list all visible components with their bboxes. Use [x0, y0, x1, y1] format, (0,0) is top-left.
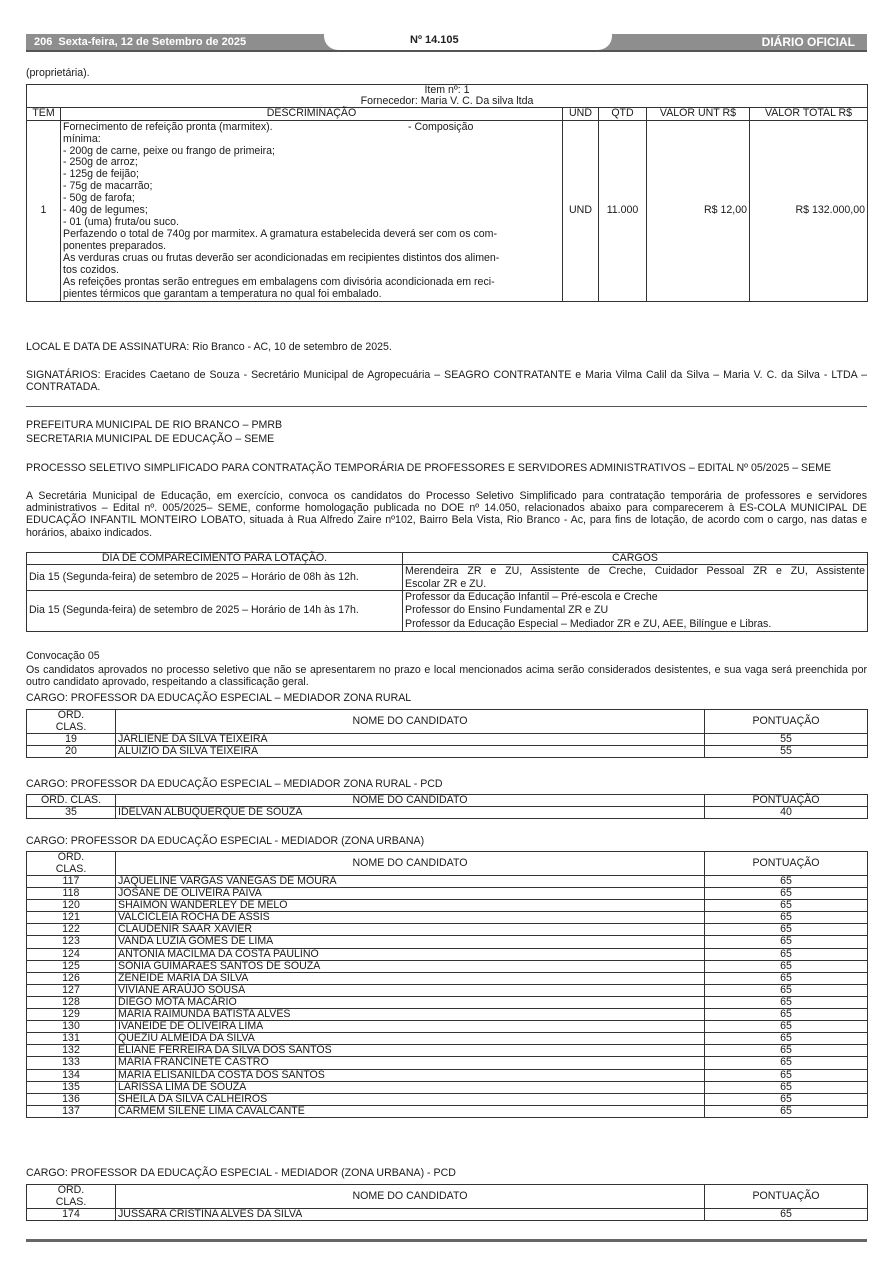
candidate-name: IDELVAN ALBUQUERQUE DE SOUZA — [116, 807, 705, 819]
col-ord-clas — [27, 710, 116, 734]
candidate-score: 65 — [705, 1105, 868, 1117]
col-clas-label: CLAS. — [55, 720, 87, 733]
candidate-row — [27, 1045, 868, 1057]
processo-body: A Secretária Municipal de Educação, em exercício, convoca os candidatos do Processo Seletivo Simplificado para contratação temporária de professores e servidores administrativos – Edital nº. 005/2025– SEME, conforme homologação publicada no DOE nº 14.050, relacionados abaixo para comparecerem à ES-COLA MUNICIPAL DE EDUCAÇÃO INFANTIL MONTEIRO LOBATO, situada à Rua Alfredo Zaire nº102, Bairro Bela Vista, Rio Branco - Ac, para fins de lotação, de acordo com o cargo, nas datas e horários, abaixo indicados. — [26, 490, 867, 539]
cargo-line: Professor da Educação Infantil – Pré-escola e Creche — [405, 591, 658, 604]
col-ord-clas: ORD. CLAS. — [27, 795, 116, 807]
candidate-name: QUEZIU ALMEIDA DA SILVA — [116, 1033, 705, 1045]
cargo-line: Merendeira ZR e ZU, Assistente de Creche, Cuidador Pessoal ZR e ZU, Assistente — [405, 565, 865, 578]
schedule-day: Dia 15 (Segunda-feira) de setembro de 2025 – Horário de 08h às 12h. — [27, 565, 403, 591]
candidate-name: VANDA LUZIA GOMES DE LIMA — [116, 936, 705, 948]
candidate-name: JOSANE DE OLIVEIRA PAIVA — [116, 888, 705, 900]
candidate-row — [27, 1069, 868, 1081]
candidate-ord: 19 — [27, 734, 116, 746]
header-tab — [324, 31, 612, 50]
candidate-ord: 121 — [27, 912, 116, 924]
candidate-row — [27, 1081, 868, 1093]
cargo-line: Professor da Educação Especial – Mediador ZR e ZU, AEE, Bilíngue e Libras. — [405, 617, 772, 630]
candidate-row — [27, 734, 868, 746]
candidate-ord: 20 — [27, 746, 116, 758]
candidate-ord: 174 — [27, 1209, 116, 1221]
candidate-ord: 131 — [27, 1033, 116, 1045]
col-ord-label: ORD. — [57, 1184, 85, 1196]
col-nome: NOME DO CANDIDATO — [116, 852, 705, 876]
cargo-urbana-title: CARGO: PROFESSOR DA EDUCAÇÃO ESPECIAL - MEDIADOR (ZONA URBANA) — [26, 835, 425, 847]
col-ord-clas — [27, 852, 116, 876]
cargo-rural-rows — [27, 734, 868, 758]
candidate-name: SHAIMON WANDERLEY DE MELO — [116, 900, 705, 912]
cargo-rural-pcd-title: CARGO: PROFESSOR DA EDUCAÇÃO ESPECIAL – MEDIADOR ZONA RURAL - PCD — [26, 778, 443, 790]
col-ord-label: ORD. — [57, 709, 85, 721]
candidate-score: 65 — [705, 1033, 868, 1045]
candidate-name: JUSSARA CRISTINA ALVES DA SILVA — [116, 1209, 705, 1221]
local-data: LOCAL E DATA DE ASSINATURA: Rio Branco - AC, 10 de setembro de 2025. — [26, 341, 392, 353]
description-line: mínima: — [63, 132, 101, 145]
description-line: - 40g de legumes; — [63, 204, 148, 217]
candidate-ord: 134 — [27, 1069, 116, 1081]
item-description — [61, 120, 563, 301]
candidate-header-row — [27, 1185, 868, 1209]
schedule-cargos — [403, 591, 868, 632]
candidate-row — [27, 888, 868, 900]
cargo-rural-pcd-rows — [27, 807, 868, 819]
item-label: Item nº: 1 — [27, 85, 868, 97]
description-line: tos cozidos. — [63, 264, 119, 277]
edition-number: Nº 14.105 — [410, 34, 459, 46]
candidate-ord: 124 — [27, 948, 116, 960]
candidate-name: MARIA FRANCINETE CASTRO — [116, 1057, 705, 1069]
header-rule — [26, 50, 867, 52]
col-clas-label: CLAS. — [55, 862, 87, 875]
cargo-rural-section — [26, 709, 868, 758]
col-cargos: CARGOS — [403, 553, 868, 565]
candidate-ord: 127 — [27, 984, 116, 996]
item-valor-total: R$ 132.000,00 — [750, 120, 868, 301]
candidate-ord: 129 — [27, 1009, 116, 1021]
candidate-name: IVANEIDE DE OLIVEIRA LIMA — [116, 1021, 705, 1033]
candidate-row — [27, 948, 868, 960]
description-line: Perfazendo o total de 740g por marmitex. A gramatura estabelecida deverá ser com os com- — [63, 228, 497, 241]
publication-name: DIÁRIO OFICIAL — [761, 35, 855, 49]
schedule-row — [27, 591, 868, 632]
col-pontuacao: PONTUAÇÃO — [705, 1185, 868, 1209]
cargo-line: Escolar ZR e ZU. — [405, 577, 487, 590]
candidate-score: 65 — [705, 996, 868, 1008]
candidate-score: 65 — [705, 1021, 868, 1033]
cargo-urbana-pcd-section — [26, 1184, 868, 1221]
description-line: Fornecimento de refeição pronta (marmitex). - Composição — [63, 120, 474, 133]
candidate-header-row — [27, 852, 868, 876]
candidate-header-row — [27, 710, 868, 734]
processo-title: PROCESSO SELETIVO SIMPLIFICADO PARA CONTRATAÇÃO TEMPORÁRIA DE PROFESSORES E SERVIDORES ADMINISTRATIVOS – EDITAL Nº 05/2025 – SEME — [26, 462, 832, 474]
candidate-name: MARIA RAIMUNDA BATISTA ALVES — [116, 1009, 705, 1021]
cargo-urbana-section — [26, 851, 868, 1118]
candidate-row — [27, 900, 868, 912]
candidate-row — [27, 912, 868, 924]
candidate-ord: 117 — [27, 876, 116, 888]
candidate-header-row — [27, 795, 868, 807]
item-table — [26, 84, 868, 302]
candidate-score: 65 — [705, 972, 868, 984]
candidate-ord: 137 — [27, 1105, 116, 1117]
section-divider — [26, 406, 867, 407]
supplier-label: Fornecedor: Maria V. C. Da silva ltda — [27, 96, 868, 108]
candidate-ord: 130 — [27, 1021, 116, 1033]
candidate-score: 55 — [705, 734, 868, 746]
cargo-rural-title: CARGO: PROFESSOR DA EDUCAÇÃO ESPECIAL – MEDIADOR ZONA RURAL — [26, 692, 412, 704]
schedule-header-row — [27, 553, 868, 565]
candidate-ord: 118 — [27, 888, 116, 900]
item-row — [27, 120, 868, 301]
candidate-score: 65 — [705, 1009, 868, 1021]
description-line: - 75g de macarrão; — [63, 180, 153, 193]
col-tem: TEM — [27, 108, 61, 120]
candidate-name: VIVIANE ARAÚJO SOUSA — [116, 984, 705, 996]
candidate-row — [27, 1021, 868, 1033]
candidate-row — [27, 972, 868, 984]
candidate-name: LARISSA LIMA DE SOUZA — [116, 1081, 705, 1093]
candidate-row — [27, 1057, 868, 1069]
candidate-score: 65 — [705, 1045, 868, 1057]
description-lines — [63, 122, 560, 301]
col-nome: NOME DO CANDIDATO — [116, 1185, 705, 1209]
candidate-score: 65 — [705, 888, 868, 900]
candidate-row — [27, 1105, 868, 1117]
candidate-ord: 126 — [27, 972, 116, 984]
schedule-row — [27, 565, 868, 591]
description-line: As refeições prontas serão entregues em embalagens com divisória acondicionada em reci- — [63, 276, 495, 288]
candidate-score: 65 — [705, 1209, 868, 1221]
candidate-name: VALCICLEIA ROCHA DE ASSIS — [116, 912, 705, 924]
org-line-2: SECRETARIA MUNICIPAL DE EDUCAÇÃO – SEME — [26, 433, 275, 445]
cargo-line: Professor do Ensino Fundamental ZR e ZU — [405, 604, 609, 617]
col-ord-clas — [27, 1185, 116, 1209]
candidate-ord: 122 — [27, 924, 116, 936]
candidate-score: 65 — [705, 948, 868, 960]
col-clas-label: CLAS. — [55, 1195, 87, 1208]
description-line: - 50g de farofa; — [63, 192, 135, 205]
candidate-ord: 136 — [27, 1093, 116, 1105]
col-nome: NOME DO CANDIDATO — [116, 795, 705, 807]
candidate-row — [27, 746, 868, 758]
description-line: - 01 (uma) fruta/ou suco. — [63, 216, 179, 229]
candidate-row — [27, 924, 868, 936]
item-und: UND — [563, 120, 599, 301]
candidate-score: 65 — [705, 876, 868, 888]
candidate-row — [27, 1033, 868, 1045]
cargo-rural-pcd-table — [26, 794, 868, 819]
candidate-score: 65 — [705, 1093, 868, 1105]
candidate-name: ALUIZIO DA SILVA TEIXEIRA — [116, 746, 705, 758]
cargo-urbana-pcd-title: CARGO: PROFESSOR DA EDUCAÇÃO ESPECIAL - MEDIADOR (ZONA URBANA) - PCD — [26, 1167, 456, 1179]
page-footer-rule — [26, 1239, 867, 1242]
candidate-row — [27, 996, 868, 1008]
col-valor-unt: VALOR UNT R$ — [647, 108, 750, 120]
item-valor-unt: R$ 12,00 — [647, 120, 750, 301]
candidate-row — [27, 807, 868, 819]
item-qtd: 11.000 — [599, 120, 647, 301]
candidate-score: 65 — [705, 984, 868, 996]
candidate-name: ELIANE FERREIRA DA SILVA DOS SANTOS — [116, 1045, 705, 1057]
convocacao-body: Os candidatos aprovados no processo seletivo que não se apresentarem no prazo e local mencionados acima serão considerados desistentes, e sua vaga será preenchida por outro candidato aprovado, respeitando a classificação geral. — [26, 664, 867, 689]
candidate-row — [27, 984, 868, 996]
candidate-ord: 35 — [27, 807, 116, 819]
candidate-ord: 135 — [27, 1081, 116, 1093]
candidate-ord: 123 — [27, 936, 116, 948]
intro-fragment: (proprietária). — [26, 67, 90, 79]
candidate-name: CLAUDENIR SAAR XAVIER — [116, 924, 705, 936]
cargo-urbana-rows — [27, 876, 868, 1118]
schedule-cargos — [403, 565, 868, 591]
candidate-score: 65 — [705, 924, 868, 936]
cargo-urbana-pcd-table — [26, 1184, 868, 1221]
candidate-ord: 125 — [27, 960, 116, 972]
org-line-1: PREFEITURA MUNICIPAL DE RIO BRANCO – PMRB — [26, 419, 283, 431]
candidate-name: SHEILA DA SILVA CALHEIROS — [116, 1093, 705, 1105]
candidate-score: 65 — [705, 912, 868, 924]
candidate-row — [27, 876, 868, 888]
description-line: - 125g de feijão; — [63, 168, 139, 181]
schedule-table — [26, 552, 868, 632]
candidate-name: ZENEIDE MARIA DA SILVA — [116, 972, 705, 984]
candidate-score: 65 — [705, 936, 868, 948]
candidate-ord: 120 — [27, 900, 116, 912]
candidate-score: 40 — [705, 807, 868, 819]
col-day: DIA DE COMPARECIMENTO PARA LOTAÇÃO. — [27, 553, 403, 565]
candidate-name: JAQUELINE VARGAS VANEGAS DE MOURA — [116, 876, 705, 888]
candidate-score: 55 — [705, 746, 868, 758]
candidate-name: ANTONIA MACILMA DA COSTA PAULINO — [116, 948, 705, 960]
col-ord-label: ORD. — [57, 851, 85, 863]
col-pontuacao: PONTUAÇÃO — [705, 852, 868, 876]
col-pontuacao: PONTUAÇÃO — [705, 795, 868, 807]
item-header-row — [27, 108, 868, 120]
candidate-row — [27, 1209, 868, 1221]
description-line: - 250g de arroz; — [63, 156, 138, 169]
candidate-name: SONIA GUIMARAES SANTOS DE SOUZA — [116, 960, 705, 972]
candidate-score: 65 — [705, 900, 868, 912]
description-line: - 200g de carne, peixe ou frango de primeira; — [63, 144, 276, 157]
candidate-row — [27, 1009, 868, 1021]
candidate-score: 65 — [705, 960, 868, 972]
candidate-row — [27, 960, 868, 972]
candidate-score: 65 — [705, 1057, 868, 1069]
page-number: 206 — [34, 36, 53, 48]
col-nome: NOME DO CANDIDATO — [116, 710, 705, 734]
signatarios: SIGNATÁRIOS: Eracides Caetano de Souza - Secretário Municipal de Agropecuária – SEAGRO CONTRATANTE e Maria Vilma Calil da Silva – Maria V. C. da Silva - LTDA – CONTRATADA. — [26, 369, 867, 394]
header-left — [34, 36, 246, 48]
header-date: Sexta-feira, 12 de Setembro de 2025 — [58, 36, 247, 48]
candidate-ord: 128 — [27, 996, 116, 1008]
candidate-row — [27, 936, 868, 948]
cargo-rural-pcd-section — [26, 794, 868, 819]
col-descriminacao: DESCRIMINAÇÃO — [61, 108, 563, 120]
candidate-name: JARLIENE DA SILVA TEIXEIRA — [116, 734, 705, 746]
convocacao-title: Convocação 05 — [26, 650, 100, 662]
candidate-name: DIEGO MOTA MACÁRIO — [116, 996, 705, 1008]
cargo-urbana-pcd-rows — [27, 1209, 868, 1221]
col-und: UND — [563, 108, 599, 120]
col-pontuacao: PONTUAÇÃO — [705, 710, 868, 734]
candidate-name: MARIA ELISANILDA COSTA DOS SANTOS — [116, 1069, 705, 1081]
cargo-rural-table — [26, 709, 868, 758]
schedule-day: Dia 15 (Segunda-feira) de setembro de 2025 – Horário de 14h às 17h. — [27, 591, 403, 632]
candidate-row — [27, 1093, 868, 1105]
schedule-section — [26, 552, 868, 632]
candidate-score: 65 — [705, 1081, 868, 1093]
col-valor-total: VALOR TOTAL R$ — [750, 108, 868, 120]
candidate-name: CARMEM SILENE LIMA CAVALCANTE — [116, 1105, 705, 1117]
cargo-urbana-table — [26, 851, 868, 1118]
item-section — [26, 84, 868, 302]
candidate-ord: 133 — [27, 1057, 116, 1069]
item-tem: 1 — [27, 120, 61, 301]
description-line: pientes térmicos que garantam a temperatura no qual foi embalado. — [63, 287, 382, 300]
candidate-ord: 132 — [27, 1045, 116, 1057]
candidate-score: 65 — [705, 1069, 868, 1081]
col-qtd: QTD — [599, 108, 647, 120]
page-header — [26, 31, 867, 52]
description-line: As verduras cruas ou frutas deverão ser acondicionadas em recipientes distintos dos alimen- — [63, 252, 500, 265]
description-line: ponentes preparados. — [63, 240, 167, 253]
